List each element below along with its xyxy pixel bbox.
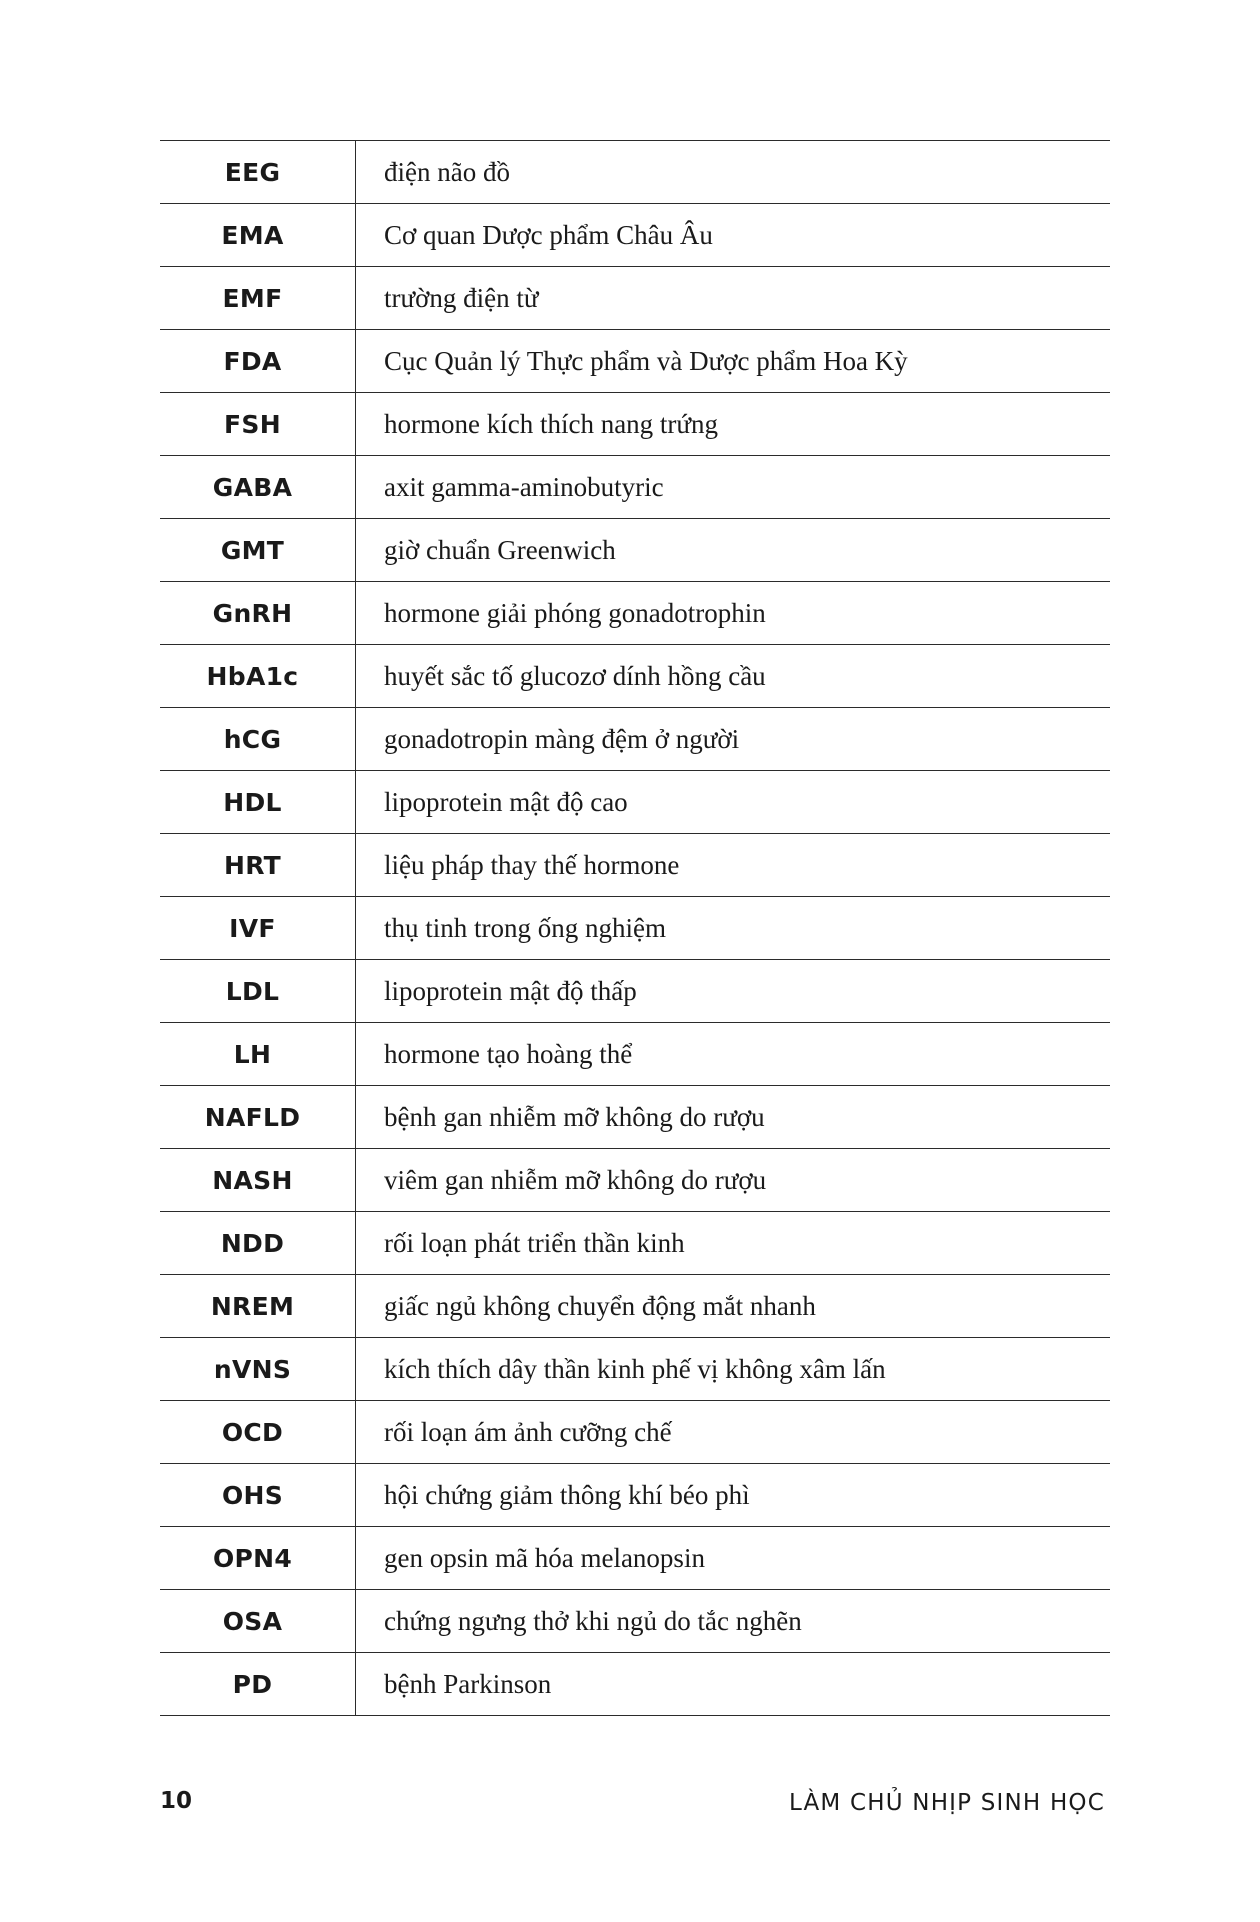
- definition-cell: rối loạn ám ảnh cưỡng chế: [356, 1401, 1111, 1464]
- table-row: [160, 456, 1110, 519]
- definition-cell: rối loạn phát triển thần kinh: [356, 1212, 1111, 1275]
- abbreviation-cell: EMA: [160, 204, 356, 267]
- definition-cell: hormone tạo hoàng thể: [356, 1023, 1111, 1086]
- abbreviation-cell: OPN4: [160, 1527, 356, 1590]
- definition-cell: viêm gan nhiễm mỡ không do rượu: [356, 1149, 1111, 1212]
- definition-cell: huyết sắc tố glucozơ dính hồng cầu: [356, 645, 1111, 708]
- table-row: [160, 1149, 1110, 1212]
- definition-cell: thụ tinh trong ống nghiệm: [356, 897, 1111, 960]
- page-number: 10: [160, 1788, 193, 1814]
- table-row: [160, 1275, 1110, 1338]
- table-row: [160, 1212, 1110, 1275]
- definition-cell: Cơ quan Dược phẩm Châu Âu: [356, 204, 1111, 267]
- abbreviation-cell: HDL: [160, 771, 356, 834]
- table-row: [160, 393, 1110, 456]
- table-row: [160, 204, 1110, 267]
- abbreviations-table: [160, 140, 1110, 1716]
- abbreviation-cell: NAFLD: [160, 1086, 356, 1149]
- definition-cell: điện não đồ: [356, 141, 1111, 204]
- definition-cell: bệnh Parkinson: [356, 1653, 1111, 1716]
- definition-cell: hormone giải phóng gonadotrophin: [356, 582, 1111, 645]
- book-title: LÀM CHỦ NHỊP SINH HỌC: [788, 1790, 1105, 1816]
- abbreviation-cell: NASH: [160, 1149, 356, 1212]
- abbreviation-cell: HRT: [160, 834, 356, 897]
- definition-cell: chứng ngưng thở khi ngủ do tắc nghẽn: [356, 1590, 1111, 1653]
- table-row: [160, 771, 1110, 834]
- table-row: [160, 1023, 1110, 1086]
- definition-cell: hội chứng giảm thông khí béo phì: [356, 1464, 1111, 1527]
- table-row: [160, 1086, 1110, 1149]
- table-row: [160, 267, 1110, 330]
- definition-cell: kích thích dây thần kinh phế vị không xâm lấn: [356, 1338, 1111, 1401]
- table-row: [160, 897, 1110, 960]
- table-row: [160, 1653, 1110, 1716]
- table-row: [160, 582, 1110, 645]
- definition-cell: giờ chuẩn Greenwich: [356, 519, 1111, 582]
- abbreviation-cell: FDA: [160, 330, 356, 393]
- abbreviation-cell: FSH: [160, 393, 356, 456]
- abbreviation-cell: LH: [160, 1023, 356, 1086]
- table-row: [160, 1338, 1110, 1401]
- definition-cell: giấc ngủ không chuyển động mắt nhanh: [356, 1275, 1111, 1338]
- abbreviation-cell: LDL: [160, 960, 356, 1023]
- definition-cell: trường điện từ: [356, 267, 1111, 330]
- abbreviation-cell: hCG: [160, 708, 356, 771]
- table-row: [160, 708, 1110, 771]
- abbreviation-cell: NREM: [160, 1275, 356, 1338]
- abbreviation-cell: HbA1c: [160, 645, 356, 708]
- abbreviation-cell: IVF: [160, 897, 356, 960]
- table-row: [160, 330, 1110, 393]
- table-row: [160, 519, 1110, 582]
- abbreviations-table-body: [160, 141, 1110, 1716]
- definition-cell: lipoprotein mật độ cao: [356, 771, 1111, 834]
- definition-cell: axit gamma-aminobutyric: [356, 456, 1111, 519]
- abbreviation-cell: OCD: [160, 1401, 356, 1464]
- abbreviation-cell: NDD: [160, 1212, 356, 1275]
- definition-cell: lipoprotein mật độ thấp: [356, 960, 1111, 1023]
- table-row: [160, 834, 1110, 897]
- definition-cell: gonadotropin màng đệm ở người: [356, 708, 1111, 771]
- table-row: [160, 645, 1110, 708]
- table-row: [160, 1464, 1110, 1527]
- definition-cell: Cục Quản lý Thực phẩm và Dược phẩm Hoa Kỳ: [356, 330, 1111, 393]
- abbreviation-cell: OSA: [160, 1590, 356, 1653]
- abbreviation-cell: GnRH: [160, 582, 356, 645]
- definition-cell: bệnh gan nhiễm mỡ không do rượu: [356, 1086, 1111, 1149]
- table-row: [160, 1527, 1110, 1590]
- abbreviation-cell: GMT: [160, 519, 356, 582]
- abbreviation-cell: EEG: [160, 141, 356, 204]
- abbreviation-cell: PD: [160, 1653, 356, 1716]
- abbreviation-cell: EMF: [160, 267, 356, 330]
- abbreviation-cell: GABA: [160, 456, 356, 519]
- table-row: [160, 960, 1110, 1023]
- table-row: [160, 141, 1110, 204]
- table-row: [160, 1590, 1110, 1653]
- abbreviation-cell: nVNS: [160, 1338, 356, 1401]
- abbreviation-cell: OHS: [160, 1464, 356, 1527]
- page-footer: [160, 1788, 1110, 1828]
- definition-cell: liệu pháp thay thế hormone: [356, 834, 1111, 897]
- definition-cell: hormone kích thích nang trứng: [356, 393, 1111, 456]
- definition-cell: gen opsin mã hóa melanopsin: [356, 1527, 1111, 1590]
- table-row: [160, 1401, 1110, 1464]
